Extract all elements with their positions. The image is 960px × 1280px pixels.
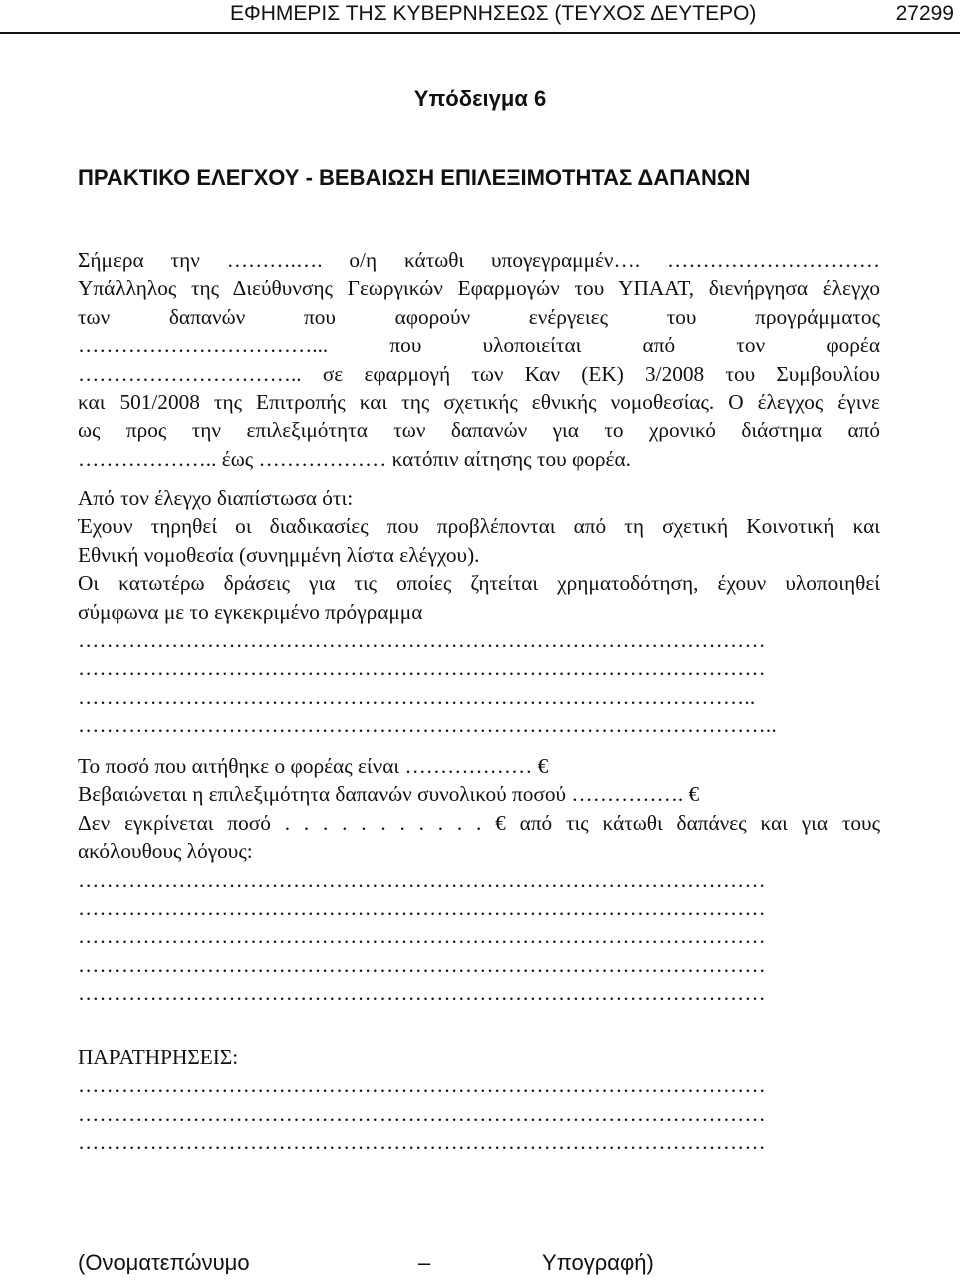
intro-line: ………………………….. σε εφαρμογή των Καν (ΕΚ) 3/2008 του Συμβουλίου xyxy=(78,361,880,386)
intro-line: ως προς την επιλεξιμότητα των δαπανών για το χρονικό διάστημα από xyxy=(78,418,880,443)
blank-dotted-line: …………………………………………………………………………………… xyxy=(78,1073,766,1098)
blank-dotted-line: …………………………………………………………………………………… xyxy=(78,952,766,977)
blank-dotted-line: …………………………………………………………………………………… xyxy=(78,867,766,892)
blank-dotted-line: …………………………………………………………………………………… xyxy=(78,627,766,652)
name-label: (Ονοματεπώνυμο xyxy=(78,1250,250,1275)
blank-dotted-line: ………………………………………………………………………………….. xyxy=(78,684,756,709)
signature-label: Υπογραφή) xyxy=(542,1250,654,1275)
intro-line: και 501/2008 της Επιτροπής και της σχετικής εθνικής νομοθεσίας. Ο έλεγχος έγινε xyxy=(78,389,880,414)
gazette-header xyxy=(0,0,960,34)
findings-line: σύμφωνα με το εγκεκριμένο πρόγραμμα xyxy=(78,599,423,624)
intro-line: ……………………………... που υλοποιείται από τον φορέα xyxy=(78,333,880,358)
amount-paragraph xyxy=(78,752,880,1008)
findings-paragraph xyxy=(78,484,880,740)
intro-line: των δαπανών που αφορούν ενέργειες του προγράμματος xyxy=(78,304,880,329)
remarks-label: ΠΑΡΑΤΗΡΗΣΕΙΣ: xyxy=(78,1045,239,1069)
gazette-title: ΕΦΗΜΕΡΙΣ ΤΗΣ ΚΥΒΕΡΝΗΣΕΩΣ (ΤΕΥΧΟΣ ΔΕΥΤΕΡΟ) xyxy=(230,2,757,25)
blank-dotted-line: …………………………………………………………………………………… xyxy=(78,656,766,681)
intro-line: Υπάλληλος της Διεύθυνσης Γεωργικών Εφαρμογών του ΥΠΑΑΤ, διενήργησα έλεγχο xyxy=(78,276,880,301)
blank-dotted-line: …………………………………………………………………………………… xyxy=(78,981,766,1006)
remarks-section xyxy=(78,1043,880,1157)
findings-line: Εθνική νομοθεσία (συνημμένη λίστα ελέγχου). xyxy=(78,542,480,567)
blank-dotted-line: …………………………………………………………………………………… xyxy=(78,895,766,920)
intro-line: Σήμερα την ……….…. ο/η κάτωθι υπογεγραμμέν…. ………………………… xyxy=(78,248,880,272)
document-title: ΠΡΑΚΤΙΚΟ ΕΛΕΓΧΟΥ - ΒΕΒΑΙΩΣΗ ΕΠΙΛΕΞΙΜΟΤΗΤΑΣ ΔΑΠΑΝΩΝ xyxy=(78,165,751,190)
intro-paragraph xyxy=(78,246,880,473)
blank-dotted-line: …………………………………………………………………………………… xyxy=(78,1130,766,1155)
sample-label: Υπόδειγμα 6 xyxy=(413,86,547,111)
blank-dotted-line: …………………………………………………………………………………….. xyxy=(78,713,777,738)
reasons-line: ακόλουθους λόγους: xyxy=(78,839,253,864)
amount-certified-line: Βεβαιώνεται η επιλεξιμότητα δαπανών συνολικού ποσού ……………. € xyxy=(78,782,700,807)
findings-line: Έχουν τηρηθεί οι διαδικασίες που προβλέπονται από τη σχετική Κοινοτική και xyxy=(78,514,880,539)
blank-dotted-line: …………………………………………………………………………………… xyxy=(78,1101,766,1126)
blank-dotted-line: …………………………………………………………………………………… xyxy=(78,924,766,949)
signature-dash: – xyxy=(418,1250,431,1275)
amount-requested-line: Το ποσό που αιτήθηκε ο φορέας είναι ……………… € xyxy=(78,754,549,778)
amount-rejected-line: Δεν εγκρίνεται ποσό . . . . . . . . . . . € από τις κάτωθι δαπάνες και για τους xyxy=(78,810,880,835)
page-number: 27299 xyxy=(895,2,954,25)
intro-line: ……………….. έως ……………… κατόπιν αίτησης του φορέα. xyxy=(78,446,631,471)
findings-line: Οι κατωτέρω δράσεις για τις οποίες ζητείται χρηματοδότηση, έχουν υλοποιηθεί xyxy=(78,571,880,596)
findings-line: Από τον έλεγχο διαπίστωσα ότι: xyxy=(78,486,354,510)
